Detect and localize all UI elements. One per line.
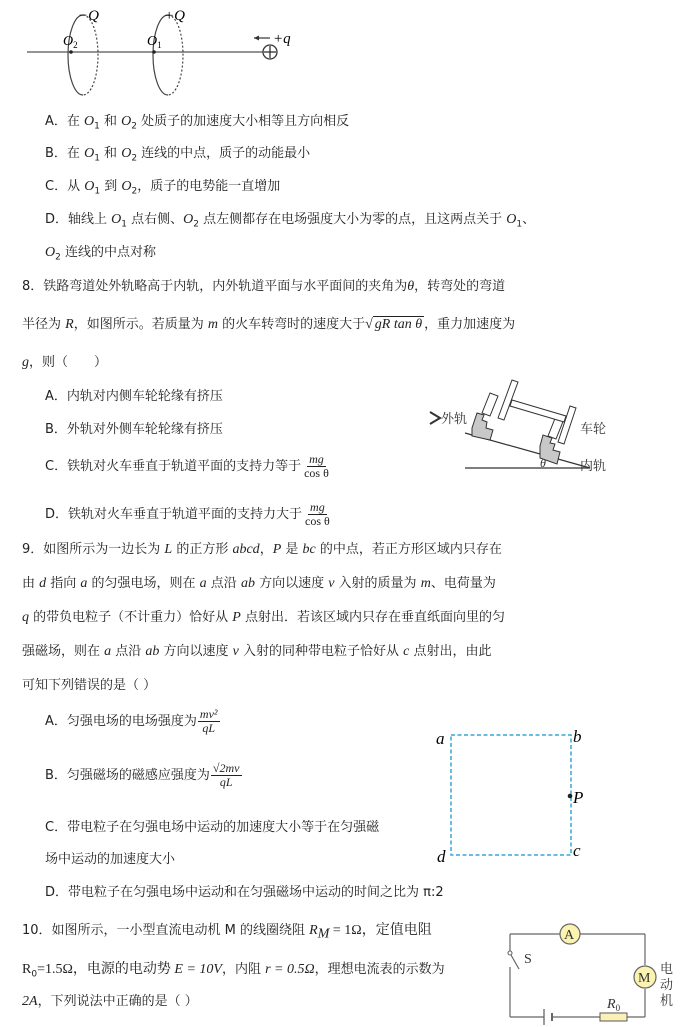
motor-caption-3: 机 (660, 993, 674, 1008)
q9-stem-line2: 由 d 指向 a 的匀强电场，则在 a 点沿 ab 方向以速度 v 入射的质量为 m、电荷量为 (22, 576, 496, 591)
o1-label: O (147, 34, 158, 49)
point-p (568, 794, 573, 799)
svg-text:O2 (63, 34, 78, 50)
q10-stem-line2: $R_0=1.5\Omega$，电源的电动势 E = 10V，内阻 r = 0.5Ω，理想电流表的示数为 (22, 962, 445, 980)
vertex-b: b (573, 727, 582, 746)
q10-stem-line3: 2A，下列说法中正确的是（ ） (22, 994, 198, 1009)
resistor-label: R (607, 997, 616, 1012)
banked-track-figure (420, 378, 620, 478)
resistor-sub: 0 (615, 1003, 621, 1013)
q8-stem-line1: 8．铁路弯道处外轨略高于内轨，内外轨道平面与水平面间的夹角为θ，转弯处的弯道 (22, 279, 506, 294)
ring-pos-label: +Q (164, 8, 185, 24)
q8-stem-line2: 半径为 R，如图所示。若质量为 m 的火车转弯时的速度大于√ gR tan θ ，重力加速度为 (22, 317, 516, 332)
q10-stem-line1: 10．如图所示，一小型直流电动机 M 的线圈绕阻 $R_M = 1\Omega$，定值电阻 (22, 923, 432, 942)
q9-stem-line5: 可知下列错误的是（ ） (22, 678, 157, 693)
q7-option-b[interactable]: B．在 $O_1$ 和 $O_2$ 连线的中点，质子的动能最小 (45, 146, 311, 164)
o2-label: O (63, 34, 74, 49)
circuit-figure (500, 915, 690, 1025)
q7-option-d-cont: $O_2$ 连线的中点对称 (45, 245, 156, 263)
fraction-sqrt2mv-qL: $\frac{√2mv}{qL}$ (212, 761, 240, 789)
q9-stem-line4: 强磁场，则在 a 点沿 ab 方向以速度 v 入射的同种带电粒子恰好从 c 点射出，由此 (22, 644, 492, 659)
q8-option-b[interactable]: B．外轨对外侧车轮轮缘有挤压 (45, 422, 223, 437)
q9-stem-line1: 9．如图所示为一边长为 L 的正方形 abcd，P 是 bc 的中点，若正方形区域内只存在 (22, 542, 502, 557)
q9-option-c[interactable]: C．带电粒子在匀强电场中运动的加速度大小等于在匀强磁 (45, 820, 380, 835)
resistor-r0 (600, 1013, 627, 1021)
square-region-figure (430, 725, 600, 865)
ring-neg-label: −Q (78, 8, 99, 24)
charged-rings-figure (0, 0, 320, 100)
vertex-d: d (437, 847, 446, 865)
square-abcd (451, 735, 571, 855)
o1-sub: 1 (157, 40, 162, 50)
motor-caption-2: 动 (660, 977, 674, 992)
sqrt-expression: √ gR tan θ (365, 317, 423, 332)
q9-option-c-cont: 场中运动的加速度大小 (45, 852, 176, 867)
motor-label: M (638, 971, 651, 986)
vertex-c: c (573, 841, 581, 860)
q8-stem-line3: g，则（ ） (22, 355, 108, 370)
outer-rail-label: 外轨 (441, 411, 468, 426)
motor-caption-1: 电 (660, 961, 674, 976)
q7-option-d[interactable]: D．轴线上 $O_1$ 点右侧、$O_2$ 点左侧都存在电场强度大小为零的点，且这两点关于 $O_1$、 (45, 212, 536, 230)
switch-s (511, 955, 519, 969)
inner-rail-label: 内轨 (580, 458, 607, 473)
svg-text:R0 (606, 997, 621, 1013)
q8-option-a[interactable]: A．内轨对内侧车轮轮缘有挤压 (45, 389, 223, 404)
q9-stem-line3: q 的带负电粒子（不计重力）恰好从 P 点射出．若该区域内只存在垂直纸面向里的匀 (22, 610, 505, 625)
q9-option-d[interactable]: D．带电粒子在匀强电场中运动和在匀强磁场中运动的时间之比为 π:2 (45, 885, 444, 900)
q8-option-d[interactable]: D．铁轨对火车垂直于轨道平面的支持力大于 $\frac{mg}{\text{cos θ}}$ (45, 500, 330, 528)
q8-option-c[interactable]: C．铁轨对火车垂直于轨道平面的支持力等于 $\frac{mg}{\text{cos θ}}$ (45, 452, 329, 480)
charge-q-label: +q (273, 31, 291, 47)
ammeter-label: A (564, 928, 575, 943)
label-p: P (573, 788, 584, 807)
fraction-mg-cos: $\frac{mg}{\text{cos θ}}$ (305, 500, 330, 528)
wheel-label: 车轮 (580, 421, 607, 436)
svg-text:O1 (147, 34, 162, 50)
fraction-mg-cos: $\frac{mg}{\text{cos θ}}$ (304, 452, 329, 480)
switch-label: S (524, 952, 532, 967)
q7-option-a[interactable]: A．在 $O_1$ 和 $O_2$ 处质子的加速度大小相等且方向相反 (45, 114, 350, 132)
q7-option-c[interactable]: C．从 $O_1$ 到 $O_2$，质子的电势能一直增加 (45, 179, 281, 197)
o2-sub: 2 (73, 40, 78, 50)
q9-option-a[interactable]: A．匀强电场的电场强度为 $\frac{\text{mv²}}{qL}$ (45, 707, 218, 735)
vertex-a: a (436, 729, 445, 748)
fraction-mv2-qL: $\frac{\text{mv²}}{qL}$ (199, 707, 218, 735)
q9-option-b[interactable]: B．匀强磁场的磁感应强度为 $\frac{√2mv}{qL}$ (45, 761, 240, 789)
theta-label: θ (540, 456, 546, 470)
